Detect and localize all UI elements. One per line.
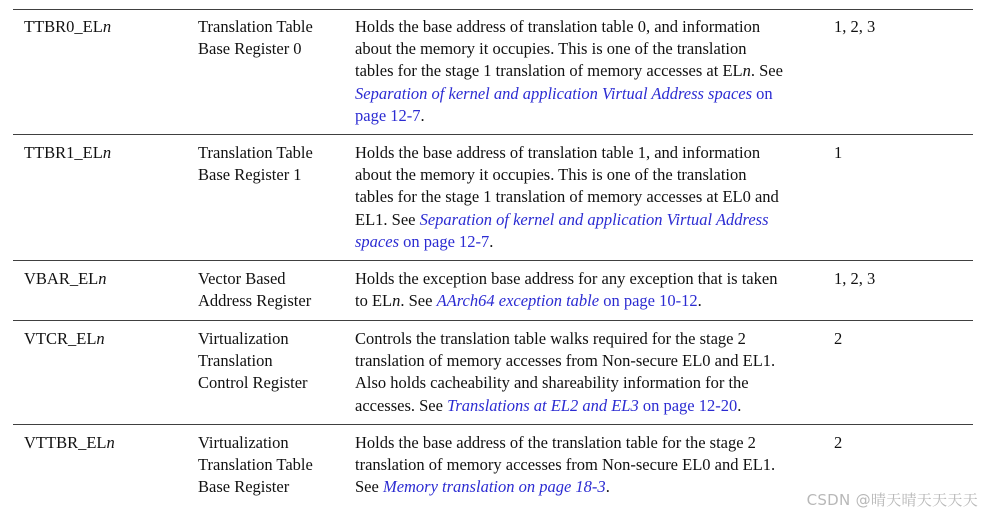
register-description: Holds the base address of translation table 1, and information about the memory it occupies. This is one of the translation tables for the stage 1 translation of memory accesses at EL0 and EL1. See Separation of kernel and application Virtual Address spaces on page 12-7. bbox=[355, 143, 779, 251]
register-description-name: Virtualization Translation Control Register bbox=[198, 329, 308, 393]
register-description-name: Translation Table Base Register 1 bbox=[198, 143, 313, 185]
register-description-name: Virtualization Translation Table Base Register bbox=[198, 433, 313, 497]
page-reference-link[interactable]: on page 10-12 bbox=[599, 291, 698, 311]
register-description: Holds the exception base address for any exception that is taken to ELn. See AArch64 exception table on page 10-12. bbox=[355, 269, 778, 311]
register-description: Holds the base address of translation table 0, and information about the memory it occupies. This is one of the translation tables for the stage 1 translation of memory accesses at ELn. See Separation of kernel and application Virtual Address spaces on page 12-7. bbox=[355, 17, 783, 125]
register-name: TTBR0_ELn bbox=[24, 17, 112, 36]
register-description-name: Vector Based Address Register bbox=[198, 269, 312, 311]
exception-levels: 2 bbox=[834, 329, 843, 348]
exception-levels: 1 bbox=[834, 143, 843, 162]
exception-levels: 1, 2, 3 bbox=[834, 17, 876, 36]
table-top-rule bbox=[13, 9, 973, 10]
cross-reference-link[interactable]: Memory translation on page 18-3 bbox=[382, 477, 606, 497]
register-name: VBAR_ELn bbox=[24, 269, 107, 288]
cross-reference-link[interactable]: on bbox=[752, 83, 773, 103]
register-description-name: Translation Table Base Register 0 bbox=[198, 17, 313, 59]
exception-levels: 1, 2, 3 bbox=[834, 269, 876, 288]
cross-reference-link[interactable]: AArch64 exception table bbox=[436, 291, 600, 311]
page-reference-link[interactable]: on page 12-20 bbox=[638, 395, 738, 415]
register-description: Controls the translation table walks required for the stage 2 translation of memory accesses from Non-secure EL0 and EL1. Also holds cacheability and shareability information for the accesses. See Translations at EL2 and EL3 on page 12-20. bbox=[355, 329, 776, 415]
page-reference-link[interactable]: page 12-7 bbox=[355, 105, 421, 125]
watermark: CSDN @晴天晴天天天天 bbox=[806, 491, 978, 509]
row-divider bbox=[13, 260, 973, 261]
register-name: TTBR1_ELn bbox=[24, 143, 112, 162]
cross-reference-link[interactable]: Separation of kernel and application Virtual Address spaces bbox=[355, 83, 753, 103]
register-name: VTCR_ELn bbox=[24, 329, 105, 348]
row-divider bbox=[13, 424, 973, 425]
page-reference-link[interactable]: on page 12-7 bbox=[399, 231, 490, 251]
cross-reference-link[interactable]: Translations at EL2 and EL3 bbox=[447, 395, 639, 415]
register-name: VTTBR_ELn bbox=[24, 433, 115, 452]
row-divider bbox=[13, 320, 973, 321]
cross-reference-link[interactable]: spaces bbox=[355, 231, 399, 251]
register-description: Holds the base address of the translation table for the stage 2 translation of memory accesses from Non-secure EL0 and EL1. See Memory translation on page 18-3. bbox=[355, 433, 776, 497]
row-divider bbox=[13, 134, 973, 135]
exception-levels: 2 bbox=[834, 433, 843, 452]
cross-reference-link[interactable]: Separation of kernel and application Virtual Address bbox=[419, 209, 769, 229]
